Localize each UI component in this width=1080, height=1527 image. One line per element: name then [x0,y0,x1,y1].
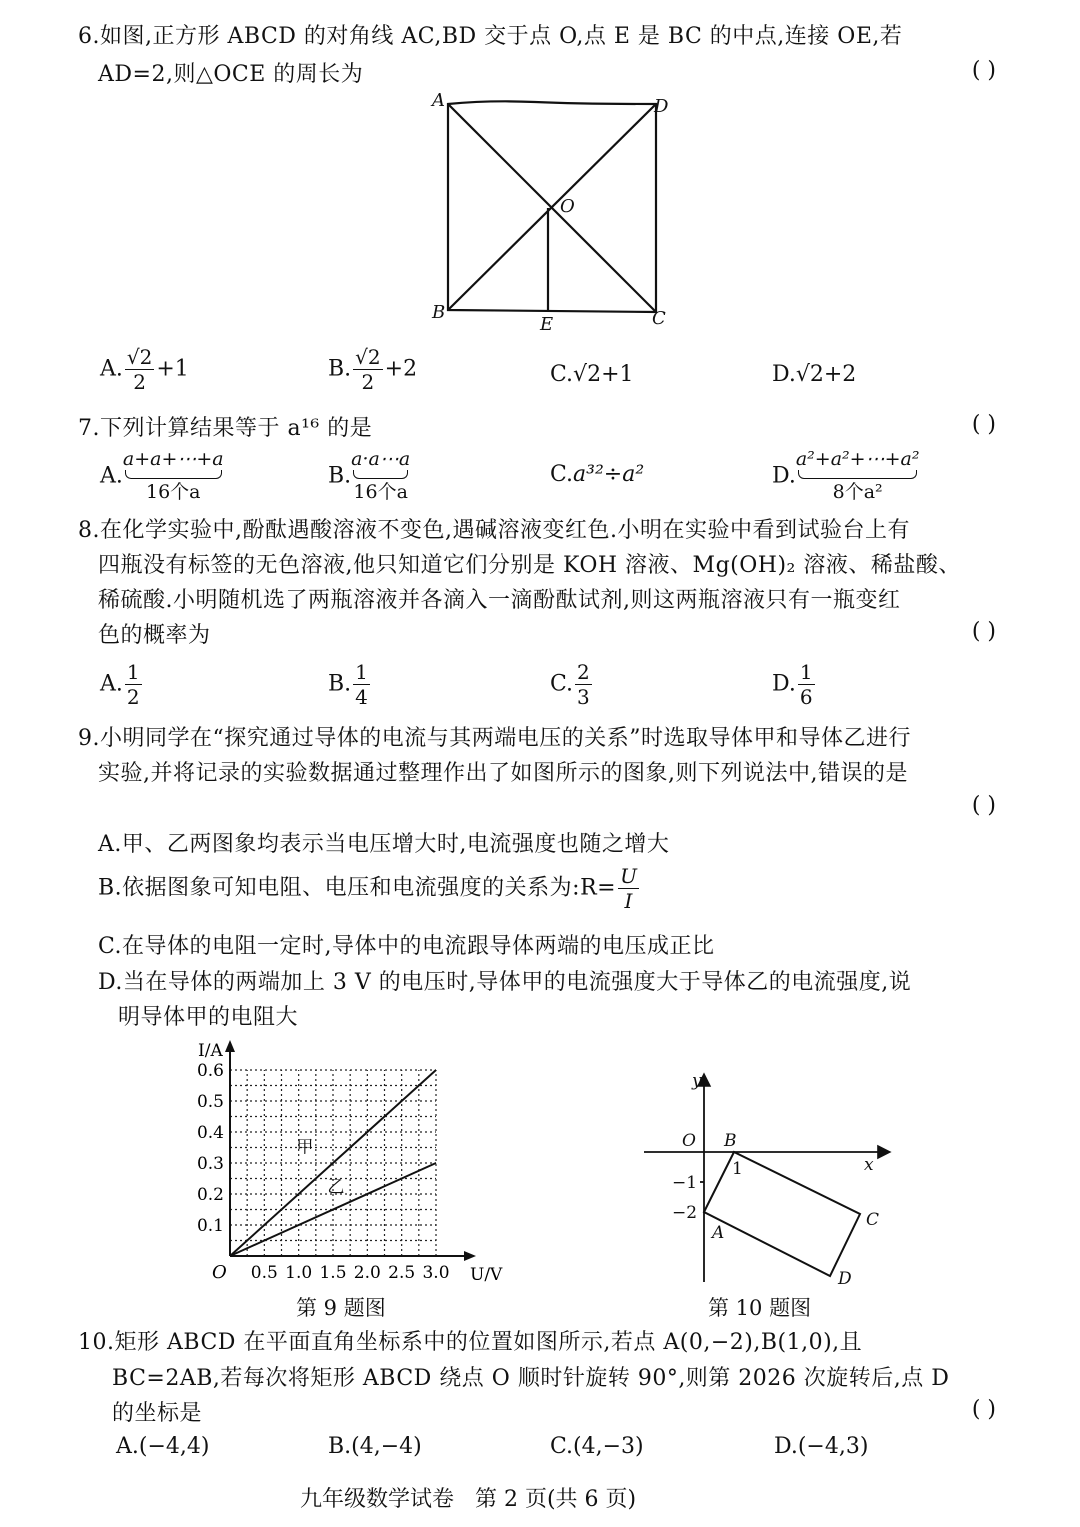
label-C: C [652,308,666,329]
q10-option-c[interactable]: C.(4,−3) [550,1434,644,1459]
y-tick-label: 0.6 [196,1061,224,1081]
q6-line1: 6.如图,正方形 ABCD 的对角线 AC,BD 交于点 O,点 E 是 BC 的中点,连接 OE,若 [78,24,903,49]
q9-option-c[interactable]: C.在导体的电阻一定时,导体中的电流跟导体两端的电压成正比 [98,934,715,959]
q9-option-a[interactable]: A.甲、乙两图象均表示当电压增大时,电流强度也随之增大 [98,832,670,857]
q6-square-figure [420,88,680,338]
q10-line2: BC=2AB,若每次将矩形 ABCD 绕点 O 顺时针旋转 90°,则第 2026 次旋转后,点 D [112,1366,950,1391]
x-axis-label: x [864,1155,874,1175]
label-D: D [838,1269,852,1288]
label-B: B [432,302,446,323]
q10-option-b[interactable]: B.(4,−4) [328,1434,422,1459]
origin-label: O [212,1262,227,1283]
y-tick-label: 0.4 [196,1123,224,1143]
q7-line1: 7.下列计算结果等于 a¹⁶ 的是 [78,416,373,441]
q8-option-c[interactable]: C. $\frac{2}{3}$ [550,660,590,709]
q9-line1: 9.小明同学在“探究通过导体的电流与其两端电压的关系”时选取导体甲和导体乙进行 [78,726,911,751]
q9-current-voltage-chart [180,1036,520,1292]
label-E: E [540,314,554,335]
q7-option-a[interactable]: A. a+a+⋯+a 16个a [100,448,224,503]
q8-line4: 色的概率为 [98,623,211,648]
q8-option-b[interactable]: B. $\frac{1}{4}$ [328,660,368,709]
y-axis-label: y [692,1071,702,1091]
tick-label-1: 1 [732,1159,743,1179]
y-tick-label: 0.2 [196,1185,224,1205]
q10-line1: 10.矩形 ABCD 在平面直角坐标系中的位置如图所示,若点 A(0,−2),B(1,0),且 [78,1330,863,1355]
y-tick-label: 0.3 [196,1154,224,1174]
q9-option-d-line1[interactable]: D.当在导体的两端加上 3 V 的电压时,导体甲的电流强度大于导体乙的电流强度,说 [98,970,912,995]
q6-option-b[interactable]: B. $\frac{√2}{2}$ +2 [328,345,418,394]
q10-option-a[interactable]: A.(−4,4) [116,1434,210,1459]
label-C: C [866,1210,880,1230]
q6-option-c[interactable]: C.√2+1 [550,362,634,387]
q10-coordinate-figure [640,1068,900,1288]
label-B: B [724,1131,737,1151]
q6-line2: AD=2,则△OCE 的周长为 [98,62,364,87]
q10-answer-paren: ( ) [971,1397,996,1422]
x-axis-label: U/V [470,1265,503,1285]
y-axis-arrow [225,1040,235,1052]
rectangle-abcd [704,1152,860,1276]
q6-option-d[interactable]: D.√2+2 [772,362,857,387]
q7-option-b[interactable]: B. a·a⋯a 16个a [328,448,411,503]
label-A: A [432,90,445,111]
q8-line3: 稀硫酸.小明随机选了两瓶溶液并各滴入一滴酚酞试剂,则这两瓶溶液只有一瓶变红 [98,588,901,613]
q9-option-b[interactable]: B.依据图象可知电阻、电压和电流强度的关系为:R= $\frac{U}{I}$ [98,864,638,913]
x-tick-label: 1.5 [319,1263,347,1283]
x-tick-label: 2.5 [388,1263,416,1283]
q10-line3: 的坐标是 [112,1401,203,1426]
label-A: A [712,1223,725,1243]
q7-option-d[interactable]: D. a²+a²+⋯+a² 8个a² [772,448,920,503]
q7-option-c[interactable]: C.a³²÷a² [550,462,645,487]
series-label-2: 乙 [327,1177,345,1198]
x-tick-label: 0.5 [250,1263,278,1283]
q8-option-a[interactable]: A. $\frac{1}{2}$ [100,660,140,709]
q7-answer-paren: ( ) [971,412,996,437]
q9-figure-caption: 第 9 题图 [296,1296,386,1320]
x-axis-arrow [464,1251,476,1261]
q10-figure-caption: 第 10 题图 [708,1296,812,1320]
x-tick-label: 3.0 [422,1263,450,1283]
y-tick-label: 0.1 [196,1216,224,1236]
q9-option-d-line2: 明导体甲的电阻大 [118,1005,299,1030]
tick-label-minus1: −1 [672,1173,698,1193]
tick-label-minus2: −2 [672,1203,698,1223]
q9-line2: 实验,并将记录的实验数据通过整理作出了如图所示的图象,则下列说法中,错误的是 [98,761,908,786]
q8-line2: 四瓶没有标签的无色溶液,他只知道它们分别是 KOH 溶液、Mg(OH)₂ 溶液、稀盐酸、 [98,553,961,578]
q10-option-d[interactable]: D.(−4,3) [774,1434,869,1459]
q9-answer-paren: ( ) [971,793,996,818]
x-tick-label: 2.0 [353,1263,381,1283]
x-tick-label: 1.0 [285,1263,313,1283]
y-axis-label: I/A [198,1041,223,1061]
q8-line1: 8.在化学实验中,酚酞遇酸溶液不变色,遇碱溶液变红色.小明在实验中看到试验台上有 [78,518,910,543]
q8-option-d[interactable]: D. $\frac{1}{6}$ [772,660,813,709]
label-O: O [560,196,575,217]
q6-answer-paren: ( ) [971,58,996,83]
page-footer: 九年级数学试卷 第 2 页(共 6 页) [300,1487,637,1512]
y-tick-label: 0.5 [196,1092,224,1112]
origin-label: O [682,1131,696,1151]
q6-option-a[interactable]: A. $\frac{√2}{2}$ +1 [100,345,189,394]
series-label-1: 甲 [296,1137,314,1158]
label-D: D [654,96,669,117]
q8-answer-paren: ( ) [971,619,996,644]
